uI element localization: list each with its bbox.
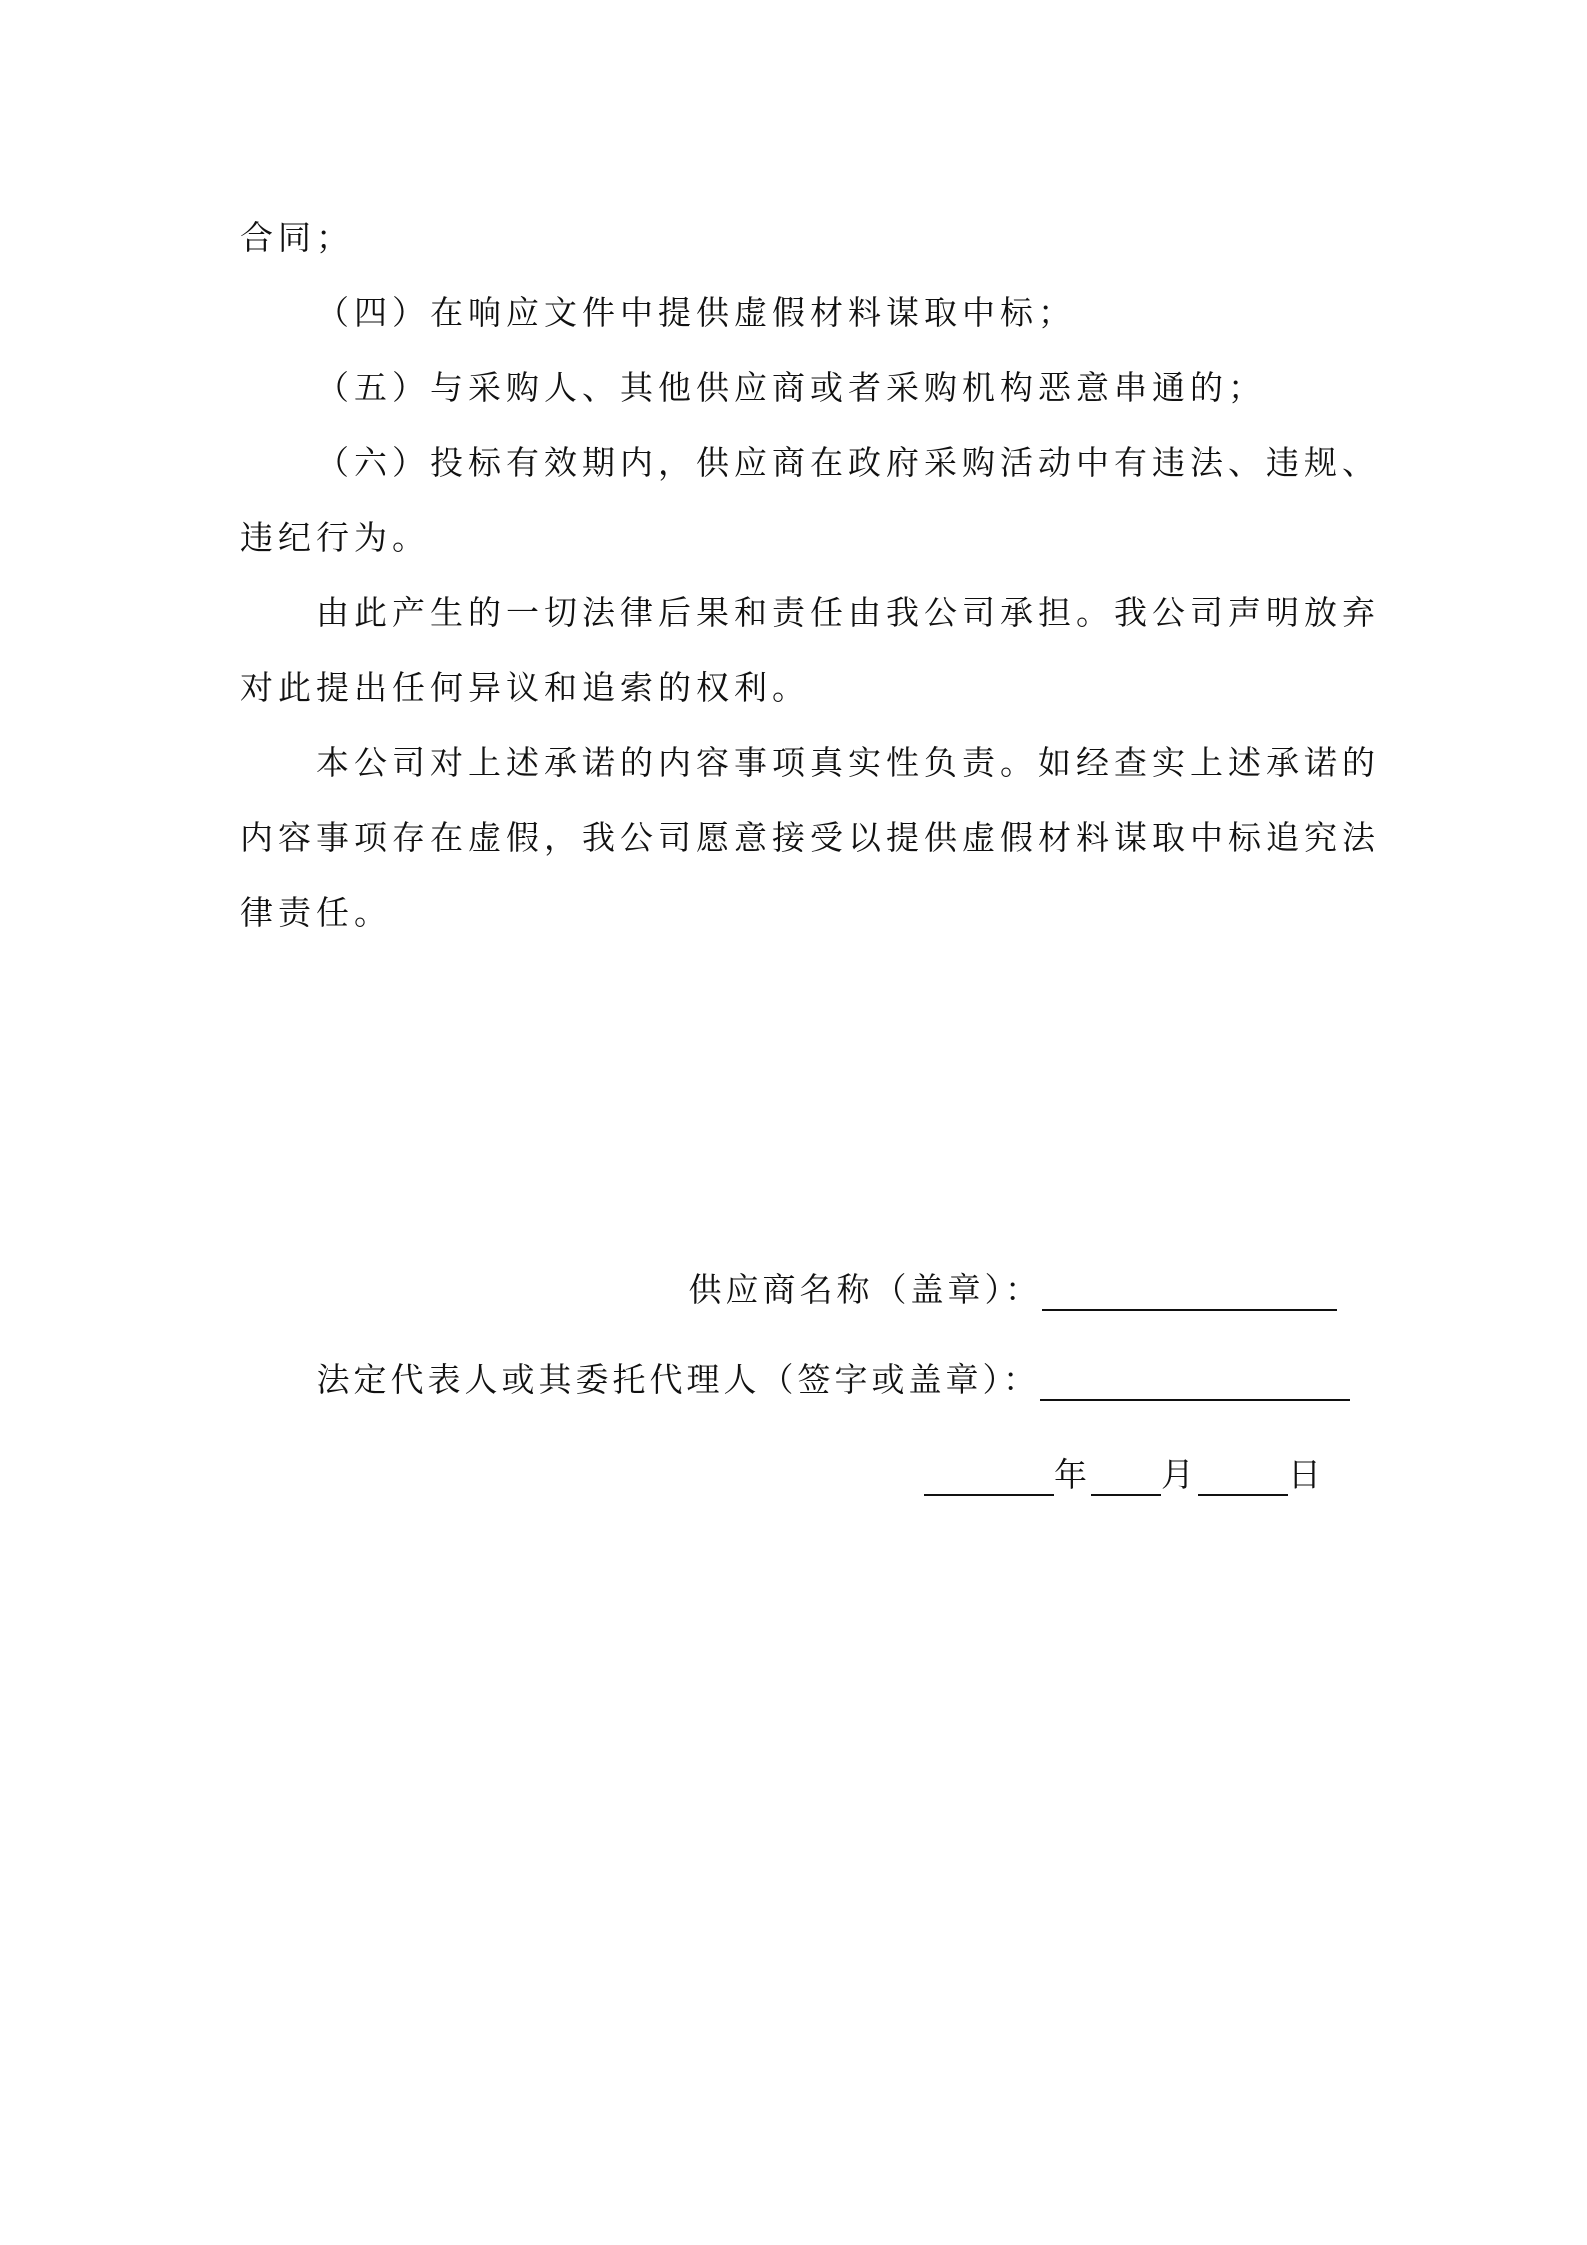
supplier-name-row [689, 1265, 1338, 1315]
day-blank[interactable] [1198, 1456, 1288, 1496]
item-six-line-1: （六）投标有效期内，供应商在政府采购活动中有违法、违规、 [316, 443, 1380, 482]
commitment-line-1: 本公司对上述承诺的内容事项真实性负责。如经查实上述承诺的 [316, 743, 1380, 782]
commitment-body [240, 200, 1380, 950]
paragraph-line: 合同； [240, 218, 354, 257]
commitment-line-3: 律责任。 [240, 893, 392, 932]
date-row [924, 1450, 1325, 1500]
day-label: 日 [1288, 1455, 1325, 1494]
year-blank[interactable] [924, 1456, 1054, 1496]
month-label: 月 [1161, 1455, 1198, 1494]
consequence-line-2: 对此提出任何异议和追索的权利。 [240, 668, 810, 707]
representative-blank[interactable] [1040, 1361, 1350, 1401]
item-four: （四）在响应文件中提供虚假材料谋取中标； [316, 293, 1076, 332]
item-five: （五）与采购人、其他供应商或者采购机构恶意串通的； [316, 368, 1266, 407]
item-six-line-2: 违纪行为。 [240, 518, 430, 557]
representative-row [317, 1355, 1351, 1405]
year-label: 年 [1054, 1455, 1091, 1494]
supplier-name-blank[interactable] [1042, 1271, 1337, 1311]
representative-label: 法定代表人或其委托代理人（签字或盖章）： [316, 1360, 1040, 1399]
month-blank[interactable] [1091, 1456, 1161, 1496]
consequence-line-1: 由此产生的一切法律后果和责任由我公司承担。我公司声明放弃 [316, 593, 1380, 632]
supplier-name-label: 供应商名称（盖章）： [688, 1270, 1042, 1309]
commitment-line-2: 内容事项存在虚假，我公司愿意接受以提供虚假材料谋取中标追究法 [240, 818, 1380, 857]
